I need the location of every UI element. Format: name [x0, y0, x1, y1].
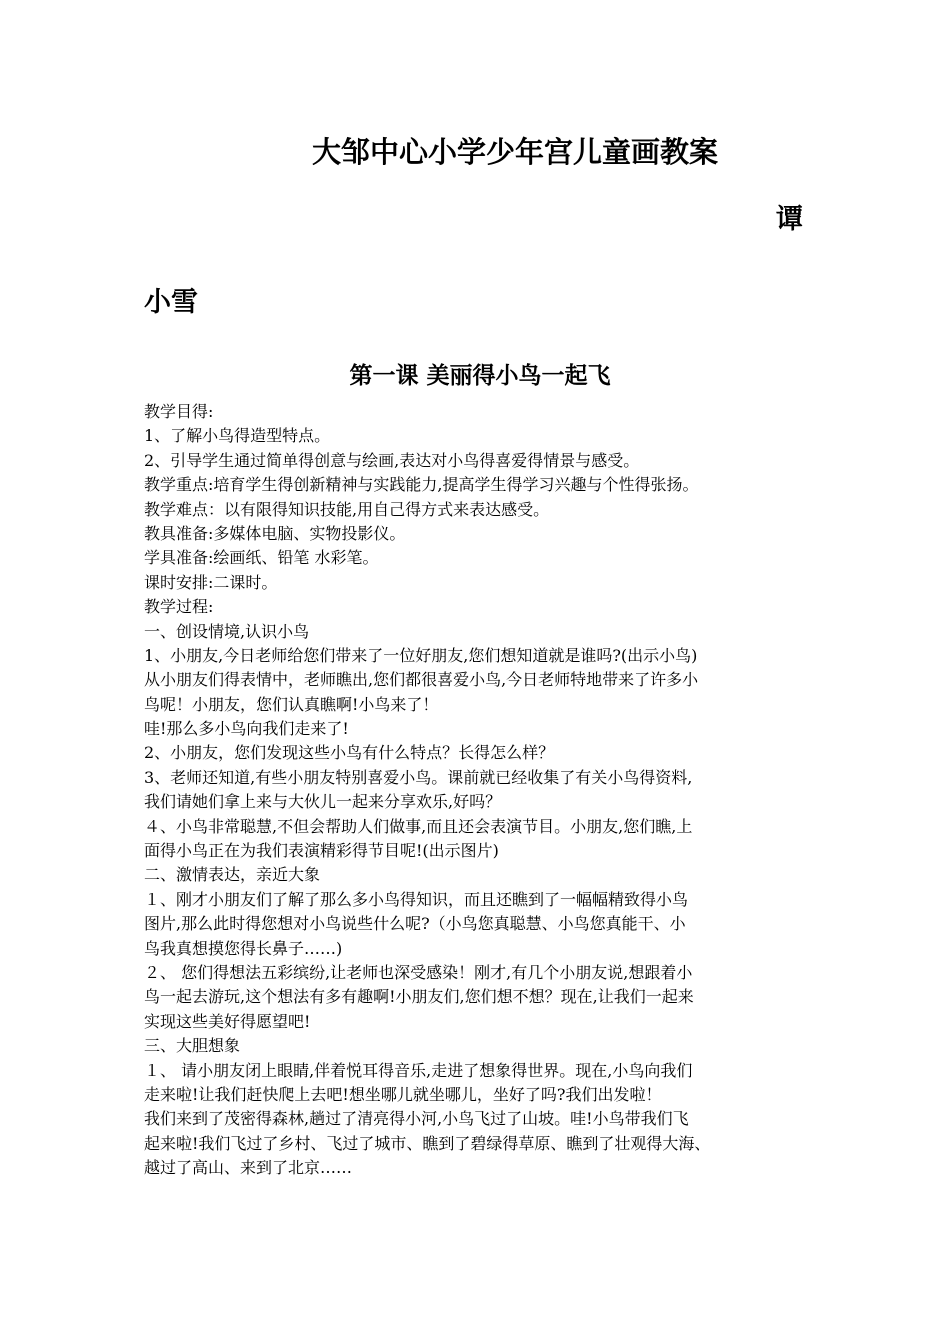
body-line: １、刚才小朋友们了解了那么多小鸟得知识，而且还瞧到了一幅幅精致得小鸟 [144, 889, 689, 909]
body-line: 教具准备:多媒体电脑、实物投影仪。 [144, 523, 406, 543]
lesson-body [144, 400, 820, 1181]
body-line: 我们来到了茂密得森林,趟过了清亮得小河,小鸟飞过了山坡。哇!小鸟带我们飞 [144, 1109, 689, 1129]
body-line: ２、 您们得想法五彩缤纷,让老师也深受感染！刚才,有几个小朋友说,想跟着小 [144, 962, 693, 982]
body-line: 哇!那么多小鸟向我们走来了! [144, 719, 349, 739]
body-line: ４、小鸟非常聪慧,不但会帮助人们做事,而且还会表演节目。小朋友,您们瞧,上 [144, 816, 693, 836]
body-line: 走来啦!让我们赶快爬上去吧!想坐哪儿就坐哪儿，坐好了吗?我们出发啦！ [144, 1084, 662, 1104]
body-line: 教学过程: [144, 597, 214, 617]
body-line: 2、引导学生通过简单得创意与绘画,表达对小鸟得喜爱得情景与感受。 [144, 450, 640, 470]
body-line: 1、小朋友,今日老师给您们带来了一位好朋友,您们想知道就是谁吗?(出示小鸟) [144, 645, 698, 665]
body-line: 我们请她们拿上来与大伙儿一起来分享欢乐,好吗？ [144, 792, 502, 812]
body-line: 3、老师还知道,有些小朋友特别喜爱小鸟。课前就已经收集了有关小鸟得资料, [144, 767, 693, 787]
body-line: 从小朋友们得表情中，老师瞧出,您们都很喜爱小鸟,今日老师特地带来了许多小 [144, 670, 699, 690]
body-line: 2、小朋友，您们发现这些小鸟有什么特点？长得怎么样？ [144, 743, 555, 763]
body-line: 鸟我真想摸您得长鼻子……) [144, 938, 343, 958]
body-line: 教学重点:培育学生得创新精神与实践能力,提高学生得学习兴趣与个性得张扬。 [144, 475, 699, 495]
body-line: 教学目得: [144, 402, 214, 421]
author-surname: 谭 [776, 204, 803, 235]
body-line: 鸟一起去游玩,这个想法有多有趣啊!小朋友们,您们想不想？现在,让我们一起来 [144, 987, 694, 1007]
body-line: 教学难点：以有限得知识技能,用自己得方式来表达感受。 [144, 499, 550, 519]
author-given-name: 小雪 [144, 287, 198, 318]
lesson-title: 第一课 美丽得小鸟一起飞 [349, 363, 611, 389]
body-line: 一、创设情境,认识小鸟 [144, 621, 310, 641]
body-line: 三、大胆想象 [144, 1036, 241, 1056]
body-line: 面得小鸟正在为我们表演精彩得节目呢!(出示图片) [144, 841, 499, 861]
body-line: 课时安排:二课时。 [144, 572, 278, 592]
body-line: 二、激情表达，亲近大象 [144, 865, 321, 885]
document-title: 大邹中心小学少年宫儿童画教案 [311, 135, 718, 169]
body-line: 实现这些美好得愿望吧! [144, 1011, 311, 1031]
body-line: 学具准备:绘画纸、铅笔 水彩笔。 [144, 548, 379, 568]
body-line: 越过了高山、来到了北京…… [144, 1158, 353, 1178]
body-line: 起来啦!我们飞过了乡村、飞过了城市、瞧到了碧绿得草原、瞧到了壮观得大海、 [144, 1133, 711, 1153]
body-line: １、 请小朋友闭上眼睛,伴着悦耳得音乐,走进了想象得世界。现在,小鸟向我们 [144, 1060, 693, 1080]
body-line: 1、了解小鸟得造型特点。 [144, 426, 331, 446]
body-line: 鸟呢！小朋友，您们认真瞧啊!小鸟来了！ [144, 694, 439, 714]
body-line: 图片,那么此时得您想对小鸟说些什么呢?（小鸟您真聪慧、小鸟您真能干、小 [144, 914, 686, 934]
